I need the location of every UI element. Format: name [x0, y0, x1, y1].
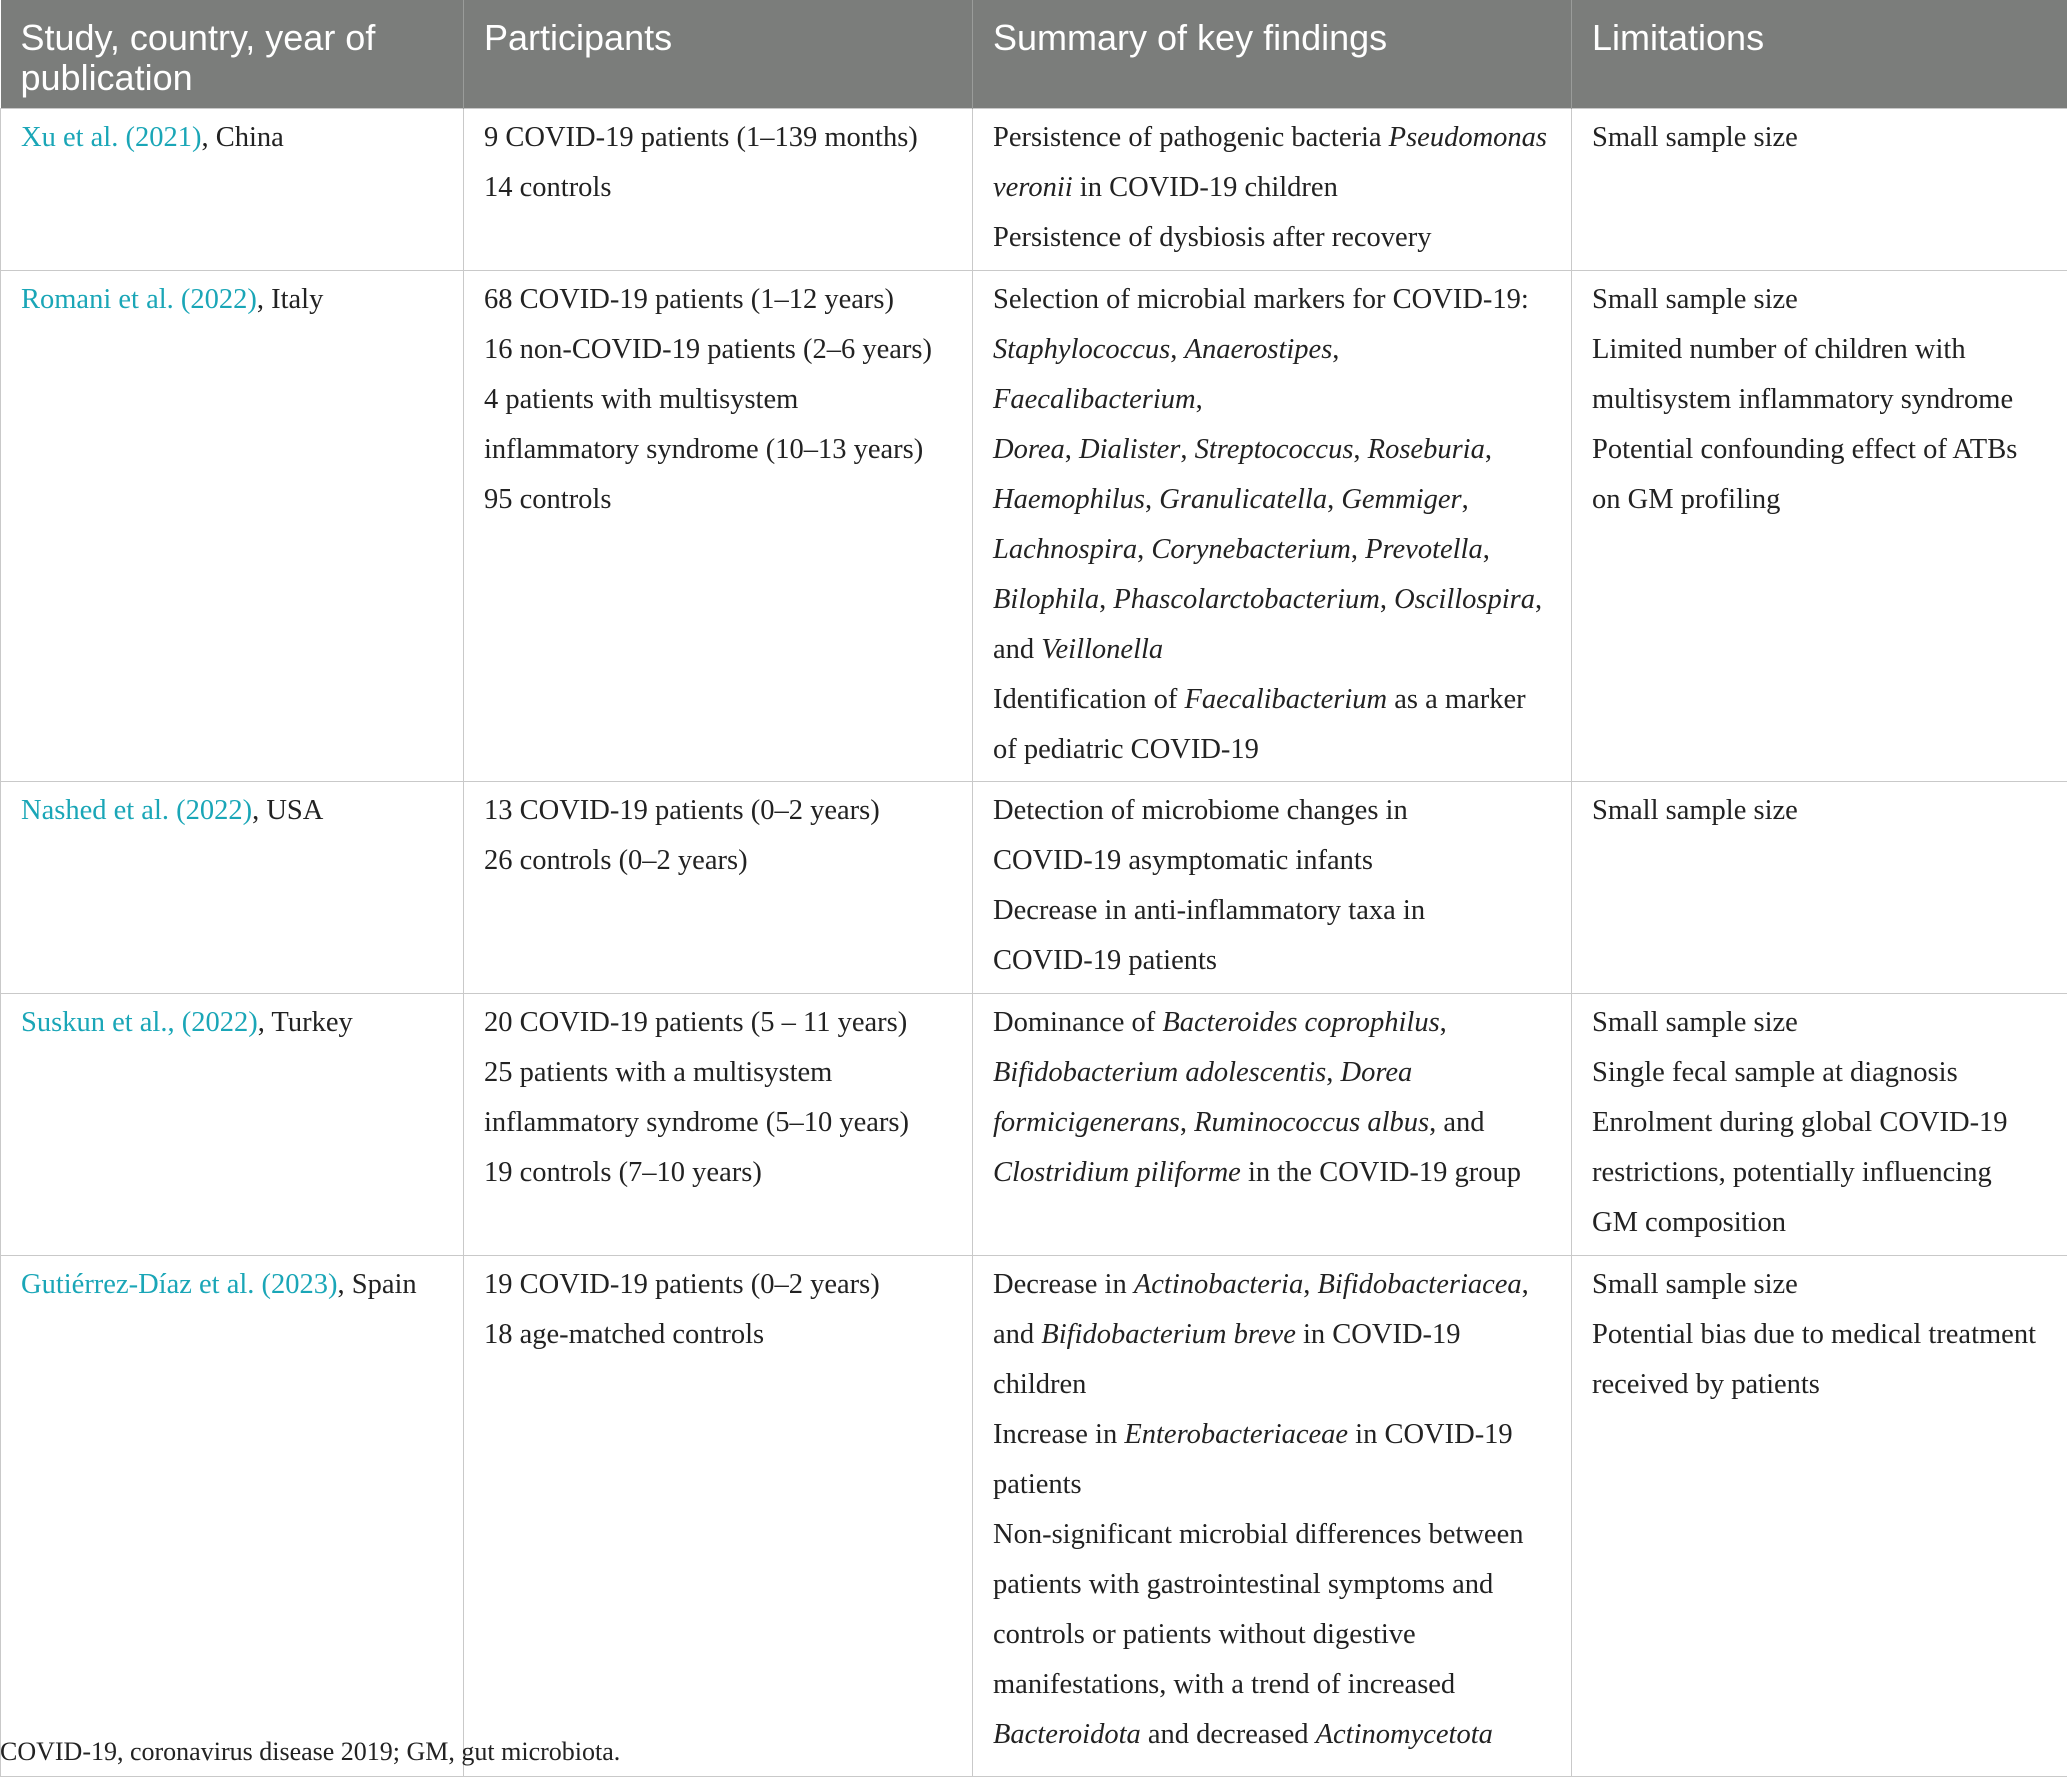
limitation-line: Enrolment during global COVID-19 [1592, 1098, 2049, 1148]
header-limitations: Limitations [1572, 0, 2067, 109]
participant-line: 68 COVID-19 patients (1–12 years) [484, 275, 954, 325]
table-row [1, 271, 2067, 782]
participant-line: 18 age-matched controls [484, 1310, 954, 1360]
limitations-cell [1572, 1256, 2067, 1777]
finding-line: Bifidobacterium adolescentis, Dorea [993, 1048, 1553, 1098]
participant-line: inflammatory syndrome (10–13 years) [484, 425, 954, 475]
participants-cell [464, 109, 973, 271]
participants-cell [464, 782, 973, 994]
study-cell [1, 271, 464, 782]
limitations-cell [1572, 994, 2067, 1256]
participant-line: 95 controls [484, 475, 954, 525]
finding-line: Decrease in anti-inflammatory taxa in [993, 886, 1553, 936]
limitation-line: Single fecal sample at diagnosis [1592, 1048, 2049, 1098]
citation-link[interactable]: Gutiérrez-Díaz et al. (2023) [21, 1269, 338, 1300]
limitation-line: received by patients [1592, 1360, 2049, 1410]
finding-line: Persistence of pathogenic bacteria Pseudomonas [993, 113, 1553, 163]
header-row [1, 0, 2067, 109]
finding-line: patients with gastrointestinal symptoms and [993, 1560, 1553, 1610]
findings-cell [973, 782, 1572, 994]
finding-line: and Bifidobacterium breve in COVID-19 [993, 1310, 1553, 1360]
study-cell [1, 109, 464, 271]
limitation-line: GM composition [1592, 1198, 2049, 1248]
study-country: , Italy [257, 284, 323, 315]
finding-line: veronii in COVID-19 children [993, 163, 1553, 213]
findings-cell [973, 109, 1572, 271]
study-country: , USA [252, 795, 323, 826]
finding-line: Identification of Faecalibacterium as a marker [993, 675, 1553, 725]
participant-line: 16 non-COVID-19 patients (2–6 years) [484, 325, 954, 375]
study-country: , China [201, 122, 283, 153]
finding-line: Clostridium piliforme in the COVID-19 group [993, 1148, 1553, 1198]
finding-line: controls or patients without digestive [993, 1610, 1553, 1660]
limitation-line: Small sample size [1592, 998, 2049, 1048]
participants-cell [464, 994, 973, 1256]
limitation-line: Small sample size [1592, 275, 2049, 325]
header-findings: Summary of key findings [973, 0, 1572, 109]
limitation-line: Potential confounding effect of ATBs [1592, 425, 2049, 475]
study-cell [1, 1256, 464, 1777]
participant-line: 9 COVID-19 patients (1–139 months) [484, 113, 954, 163]
finding-line: COVID-19 patients [993, 936, 1553, 986]
participant-line: inflammatory syndrome (5–10 years) [484, 1098, 954, 1148]
participants-cell [464, 271, 973, 782]
finding-line: of pediatric COVID-19 [993, 725, 1553, 775]
study-cell [1, 782, 464, 994]
finding-line: Persistence of dysbiosis after recovery [993, 213, 1553, 263]
participant-line: 4 patients with multisystem [484, 375, 954, 425]
table-row [1, 994, 2067, 1256]
participants-cell [464, 1256, 973, 1777]
citation-link[interactable]: Suskun et al., (2022) [21, 1007, 258, 1038]
header-study: Study, country, year of publication [1, 0, 464, 109]
table-row [1, 109, 2067, 271]
limitation-line: Small sample size [1592, 113, 2049, 163]
finding-line: COVID-19 asymptomatic infants [993, 836, 1553, 886]
participant-line: 25 patients with a multisystem [484, 1048, 954, 1098]
finding-line: Dominance of Bacteroides coprophilus, [993, 998, 1553, 1048]
finding-line: Bilophila, Phascolarctobacterium, Oscillospira, [993, 575, 1553, 625]
finding-line: Bacteroidota and decreased Actinomycetota [993, 1710, 1553, 1760]
limitation-line: Limited number of children with [1592, 325, 2049, 375]
participant-line: 19 controls (7–10 years) [484, 1148, 954, 1198]
finding-line: and Veillonella [993, 625, 1553, 675]
finding-line: Dorea, Dialister, Streptococcus, Roseburia, [993, 425, 1553, 475]
table-footnote: COVID-19, coronavirus disease 2019; GM, gut microbiota. [0, 1735, 620, 1769]
finding-line: Haemophilus, Granulicatella, Gemmiger, [993, 475, 1553, 525]
header-participants: Participants [464, 0, 973, 109]
finding-line: patients [993, 1460, 1553, 1510]
findings-cell [973, 271, 1572, 782]
finding-line: Lachnospira, Corynebacterium, Prevotella, [993, 525, 1553, 575]
finding-line: Increase in Enterobacteriaceae in COVID-19 [993, 1410, 1553, 1460]
study-country: , Spain [338, 1269, 417, 1300]
citation-link[interactable]: Romani et al. (2022) [21, 284, 257, 315]
participant-line: 26 controls (0–2 years) [484, 836, 954, 886]
limitation-line: Small sample size [1592, 1260, 2049, 1310]
finding-line: Decrease in Actinobacteria, Bifidobacteriacea, [993, 1260, 1553, 1310]
participant-line: 20 COVID-19 patients (5 – 11 years) [484, 998, 954, 1048]
finding-line: children [993, 1360, 1553, 1410]
limitation-line: on GM profiling [1592, 475, 2049, 525]
finding-line: manifestations, with a trend of increased [993, 1660, 1553, 1710]
finding-line: Staphylococcus, Anaerostipes, Faecalibacterium, [993, 325, 1553, 425]
limitations-cell [1572, 271, 2067, 782]
finding-line: Detection of microbiome changes in [993, 786, 1553, 836]
limitation-line: Potential bias due to medical treatment [1592, 1310, 2049, 1360]
findings-cell [973, 1256, 1572, 1777]
findings-cell [973, 994, 1572, 1256]
participant-line: 14 controls [484, 163, 954, 213]
citation-link[interactable]: Nashed et al. (2022) [21, 795, 252, 826]
limitation-line: multisystem inflammatory syndrome [1592, 375, 2049, 425]
limitations-cell [1572, 782, 2067, 994]
study-country: , Turkey [258, 1007, 353, 1038]
limitation-line: Small sample size [1592, 786, 2049, 836]
participant-line: 19 COVID-19 patients (0–2 years) [484, 1260, 954, 1310]
study-cell [1, 994, 464, 1256]
participant-line: 13 COVID-19 patients (0–2 years) [484, 786, 954, 836]
table-row [1, 782, 2067, 994]
limitations-cell [1572, 109, 2067, 271]
table-row [1, 1256, 2067, 1777]
finding-line: formicigenerans, Ruminococcus albus, and [993, 1098, 1553, 1148]
finding-line: Selection of microbial markers for COVID-19: [993, 275, 1553, 325]
limitation-line: restrictions, potentially influencing [1592, 1148, 2049, 1198]
finding-line: Non-significant microbial differences between [993, 1510, 1553, 1560]
citation-link[interactable]: Xu et al. (2021) [21, 122, 201, 153]
